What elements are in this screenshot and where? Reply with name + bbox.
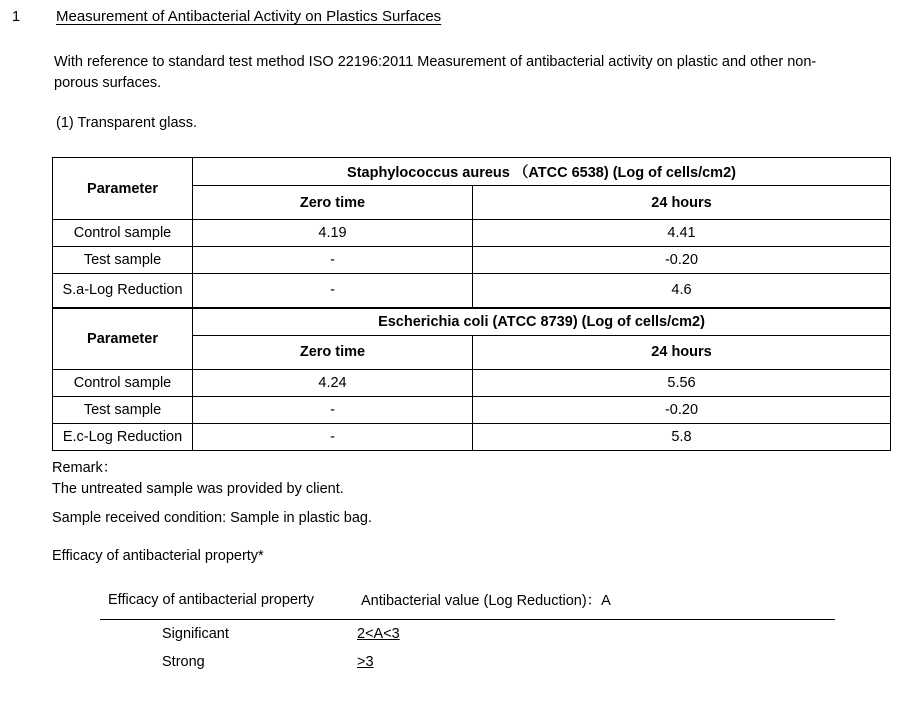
row-zero-value: - <box>193 274 473 308</box>
row-24-value: 5.8 <box>473 423 891 450</box>
row-label: Test sample <box>53 396 193 423</box>
remark-block <box>52 458 872 500</box>
table-row <box>53 308 891 336</box>
table-row <box>100 583 835 620</box>
row-24-value: 4.6 <box>473 274 891 308</box>
table-row <box>53 247 891 274</box>
row-zero-value: 4.24 <box>193 369 473 396</box>
efficacy-value <box>357 648 835 676</box>
row-zero-value: - <box>193 396 473 423</box>
row-label: E.c-Log Reduction <box>53 423 193 450</box>
remark-text: The untreated sample was provided by client. <box>52 481 344 498</box>
parameter-header-2: Parameter <box>53 308 193 370</box>
row-24-value: 4.41 <box>473 220 891 247</box>
table-row <box>53 220 891 247</box>
row-zero-value: - <box>193 423 473 450</box>
row-label: Control sample <box>53 220 193 247</box>
efficacy-value <box>357 620 835 649</box>
row-label: Control sample <box>53 369 193 396</box>
organism-header-1: Staphylococcus aureus （ATCC 6538) (Log of cells/cm2) <box>193 158 891 186</box>
sample-condition: Sample received condition: Sample in plastic bag. <box>52 510 372 526</box>
table-row <box>100 620 835 649</box>
col-24-hours-2: 24 hours <box>473 335 891 369</box>
subsection-label: (1) Transparent glass. <box>56 115 198 131</box>
col-zero-time-2: Zero time <box>193 335 473 369</box>
table-row <box>53 274 891 308</box>
organism-header-2: Escherichia coli (ATCC 8739) (Log of cells/cm2) <box>193 308 891 336</box>
efficacy-table <box>100 583 835 676</box>
parameter-header-1: Parameter <box>53 158 193 220</box>
row-label: Test sample <box>53 247 193 274</box>
efficacy-value-text: >3 <box>357 654 374 670</box>
col-zero-time-1: Zero time <box>193 186 473 220</box>
table-row <box>100 648 835 676</box>
page-title: Measurement of Antibacterial Activity on Plastics Surfaces <box>56 8 442 25</box>
table-row <box>53 369 891 396</box>
row-24-value: -0.20 <box>473 247 891 274</box>
efficacy-value-text: 2<A<3 <box>357 626 400 642</box>
table-row <box>53 158 891 186</box>
section-heading <box>0 8 922 25</box>
remark-label: Remark： <box>52 460 118 476</box>
intro-paragraph: With reference to standard test method ISO 22196:2011 Measurement of antibacterial activity on plastic and other non-porous surfaces. <box>54 54 817 92</box>
row-zero-value: - <box>193 247 473 274</box>
row-zero-value: 4.19 <box>193 220 473 247</box>
col-24-hours-1: 24 hours <box>473 186 891 220</box>
row-24-value: -0.20 <box>473 396 891 423</box>
row-24-value: 5.56 <box>473 369 891 396</box>
efficacy-level: Significant <box>162 626 229 642</box>
efficacy-level: Strong <box>162 654 205 670</box>
row-label: S.a-Log Reduction <box>53 274 193 308</box>
efficacy-header-right: Antibacterial value (Log Reduction)：A <box>357 583 835 620</box>
table-row <box>53 396 891 423</box>
results-table <box>52 157 891 451</box>
efficacy-title: Efficacy of antibacterial property* <box>52 548 264 564</box>
efficacy-header-left: Efficacy of antibacterial property <box>100 583 357 620</box>
table-row <box>53 423 891 450</box>
section-number: 1 <box>11 9 21 25</box>
